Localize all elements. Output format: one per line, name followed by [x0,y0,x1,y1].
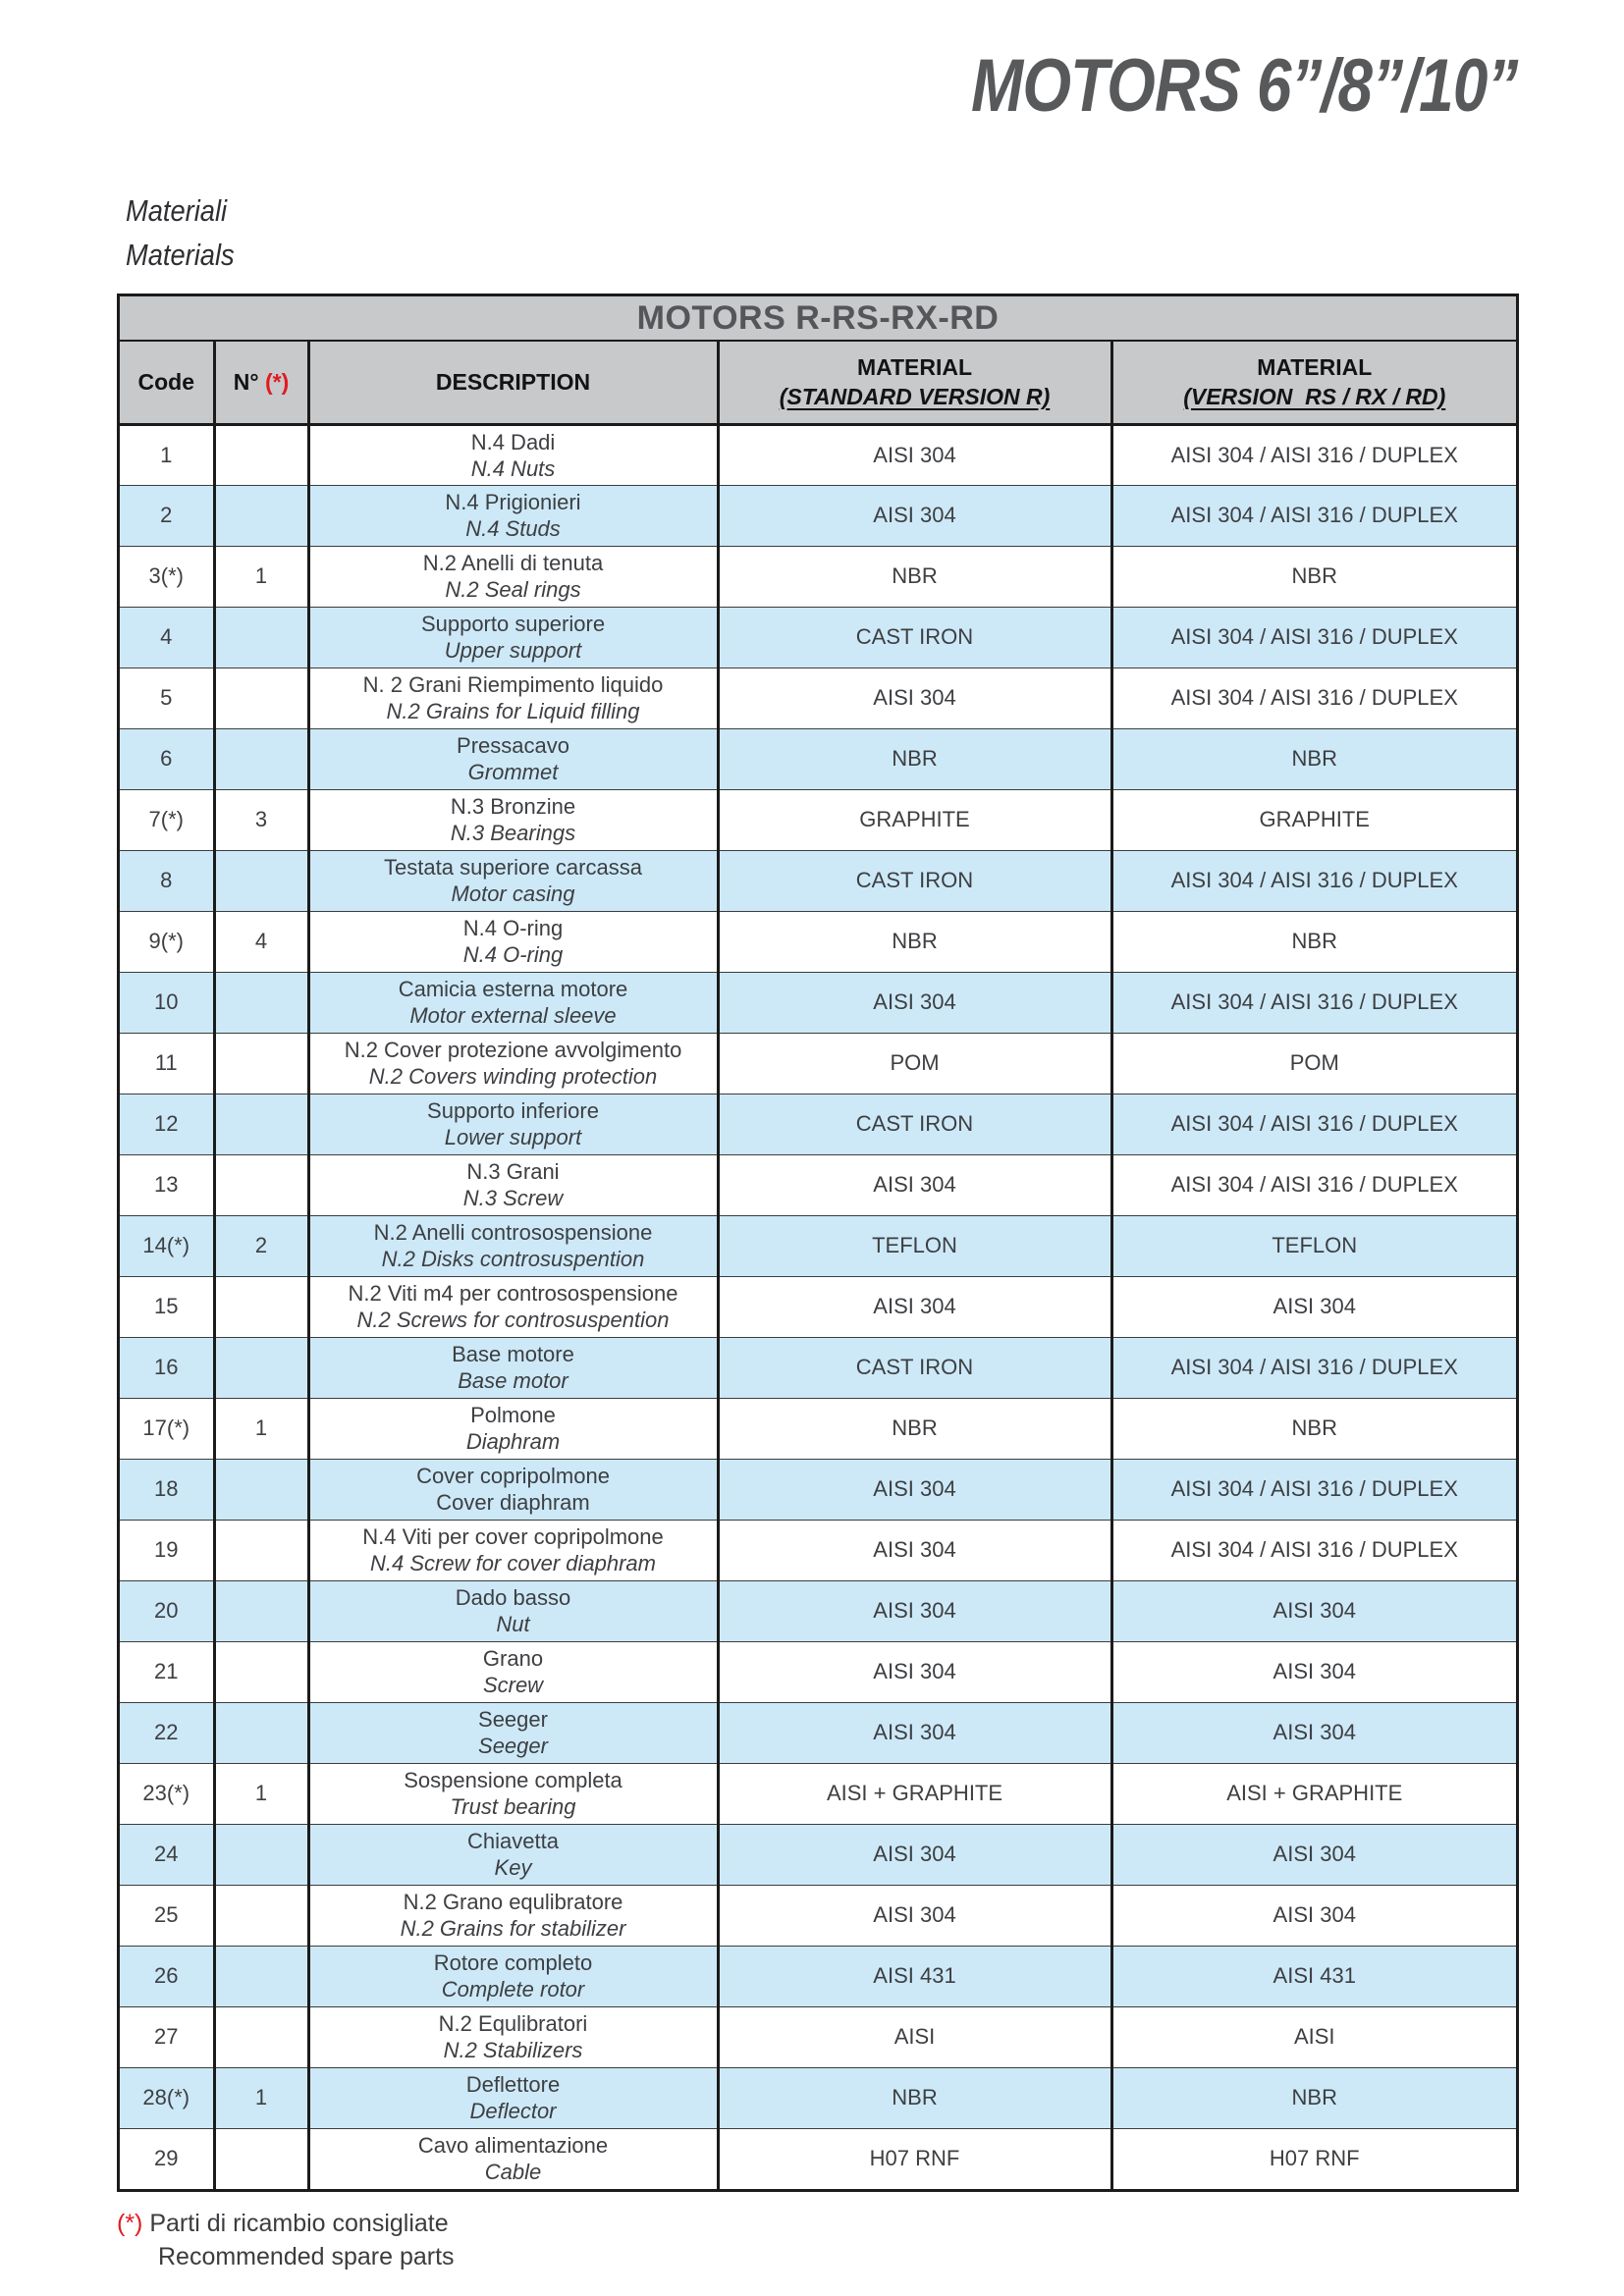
quantity-cell: 1 [214,2067,308,2128]
description-english: N.2 Covers winding protection [368,1064,658,1089]
description-cell [308,850,718,911]
material-versions-cell: AISI 304 / AISI 316 / DUPLEX [1111,485,1516,546]
description-italian: N.4 Viti per cover copripolmone [362,1524,664,1549]
quantity-cell: 1 [214,546,308,607]
quantity-cell: 1 [214,1763,308,1824]
quantity-cell [214,1580,308,1641]
material-versions-cell: AISI 304 / AISI 316 / DUPLEX [1111,424,1516,485]
material-versions-cell: NBR [1111,728,1516,789]
description-italian: Base motore [452,1342,574,1366]
description-italian: Dado basso [455,1585,571,1610]
material-standard-cell: AISI 431 [718,1946,1111,2006]
code-cell: 14(*) [120,1215,214,1276]
description-italian: N. 2 Grani Riempimento liquido [362,672,664,697]
material-standard-cell: POM [718,1033,1111,1094]
material-versions-cell: AISI 304 [1111,1885,1516,1946]
description-italian: N.2 Anelli di tenuta [422,551,604,575]
description-italian: Supporto inferiore [427,1098,599,1123]
material-standard-cell: AISI 304 [718,972,1111,1033]
description-italian: N.4 Dadi [470,429,556,454]
material-versions-cell: NBR [1111,546,1516,607]
material-standard-cell: CAST IRON [718,850,1111,911]
footnote [117,2207,455,2273]
material-versions-cell: AISI [1111,2006,1516,2067]
quantity-cell: 4 [214,911,308,972]
description-english: Motor external sleeve [409,1003,617,1028]
description-english: N.3 Bearings [450,821,576,845]
description-italian: N.2 Cover protezione avvolgimento [344,1038,682,1062]
description-cell [308,972,718,1033]
table-row [120,728,1516,789]
description-italian: Grano [482,1646,544,1671]
description-english: Cover diaphram [436,1490,590,1515]
code-cell: 21 [120,1641,214,1702]
material-standard-cell: AISI 304 [718,1580,1111,1641]
description-italian: N.2 Viti m4 per controsospensione [348,1281,678,1306]
description-cell [308,1033,718,1094]
table-body [120,424,1516,2189]
description-cell [308,485,718,546]
material-versions-cell: GRAPHITE [1111,789,1516,850]
quantity-cell [214,667,308,728]
header-material-versions: MATERIAL (VERSION RS / RX / RD) [1111,342,1516,424]
description-english: N.4 Studs [465,516,561,541]
description-english: Deflector [469,2099,557,2123]
quantity-cell [214,1094,308,1154]
quantity-cell [214,1459,308,1520]
code-cell: 2 [120,485,214,546]
description-english: N.2 Screws for controsuspention [356,1308,670,1332]
header-row [120,342,1516,424]
description-italian: N.2 Grano equlibratore [403,1890,623,1914]
code-cell: 23(*) [120,1763,214,1824]
description-english: Complete rotor [441,1977,585,2002]
quantity-cell [214,1154,308,1215]
code-cell: 22 [120,1702,214,1763]
description-italian: Pressacavo [457,733,569,758]
description-english: N.4 Nuts [470,455,556,481]
description-cell [308,1459,718,1520]
table-row [120,607,1516,667]
description-english: N.4 Screw for cover diaphram [370,1551,656,1575]
table-row [120,972,1516,1033]
material-versions-cell: AISI 304 / AISI 316 / DUPLEX [1111,1337,1516,1398]
description-italian: Sospensione completa [404,1768,623,1792]
table-row [120,1094,1516,1154]
description-italian: Testata superiore carcassa [384,855,642,880]
material-versions-cell: AISI 304 [1111,1702,1516,1763]
table-row [120,1885,1516,1946]
description-english: Base motor [458,1368,568,1393]
description-cell [308,1824,718,1885]
code-cell: 25 [120,1885,214,1946]
material-standard-cell: AISI 304 [718,1459,1111,1520]
description-english: Seeger [478,1734,548,1758]
description-italian: N.3 Grani [466,1159,560,1184]
description-italian: N.4 Prigionieri [445,490,581,514]
description-cell [308,2128,718,2189]
description-cell [308,1337,718,1398]
code-cell: 3(*) [120,546,214,607]
table-row [120,850,1516,911]
table-row [120,1824,1516,1885]
table-row [120,2067,1516,2128]
description-italian: N.2 Anelli controsospensione [373,1220,653,1245]
quantity-cell [214,1641,308,1702]
page-title: MOTORS 6”/8”/10” [971,44,1518,128]
table-row [120,1641,1516,1702]
description-english: Key [494,1855,532,1880]
material-standard-cell: TEFLON [718,1215,1111,1276]
description-cell [308,1946,718,2006]
description-cell [308,667,718,728]
description-english: N.2 Stabilizers [443,2038,583,2062]
quantity-cell [214,1824,308,1885]
material-standard-cell: AISI 304 [718,1885,1111,1946]
code-cell: 11 [120,1033,214,1094]
description-cell [308,1641,718,1702]
material-standard-cell: H07 RNF [718,2128,1111,2189]
material-standard-cell: AISI 304 [718,667,1111,728]
material-standard-cell: NBR [718,1398,1111,1459]
quantity-cell [214,1946,308,2006]
description-english: N.2 Grains for Liquid filling [386,699,640,723]
material-versions-cell: AISI 304 / AISI 316 / DUPLEX [1111,1154,1516,1215]
material-versions-cell: AISI 304 [1111,1580,1516,1641]
table-row [120,789,1516,850]
material-versions-cell: AISI 304 / AISI 316 / DUPLEX [1111,850,1516,911]
description-italian: Rotore completo [433,1950,593,1975]
table-band-title: MOTORS R-RS-RX-RD [120,296,1516,342]
material-standard-cell: AISI 304 [718,485,1111,546]
code-cell: 26 [120,1946,214,2006]
table-row [120,1154,1516,1215]
table-row [120,1702,1516,1763]
footnote-line-english: Recommended spare parts [158,2243,455,2270]
material-standard-cell: AISI [718,2006,1111,2067]
code-cell: 7(*) [120,789,214,850]
table-row [120,485,1516,546]
description-cell [308,2006,718,2067]
description-cell [308,546,718,607]
description-italian: Chiavetta [467,1829,559,1853]
description-english: N.3 Screw [462,1186,564,1210]
description-cell [308,1215,718,1276]
material-versions-cell: NBR [1111,911,1516,972]
material-standard-cell: CAST IRON [718,1337,1111,1398]
table-row [120,1276,1516,1337]
description-english: N.2 Disks controsuspention [381,1247,645,1271]
code-cell: 6 [120,728,214,789]
material-standard-cell: NBR [718,546,1111,607]
description-italian: N.4 O-ring [462,916,564,940]
description-cell [308,2067,718,2128]
description-english: N.2 Grains for stabilizer [400,1916,626,1941]
description-english: Grommet [467,760,559,784]
code-cell: 4 [120,607,214,667]
description-english: Diaphram [465,1429,561,1454]
code-cell: 20 [120,1580,214,1641]
quantity-cell [214,1033,308,1094]
quantity-cell [214,1337,308,1398]
code-cell: 13 [120,1154,214,1215]
material-versions-cell: AISI 304 / AISI 316 / DUPLEX [1111,1459,1516,1520]
description-italian: Polmone [470,1403,556,1427]
table-row [120,2128,1516,2189]
quantity-cell [214,728,308,789]
description-cell [308,1702,718,1763]
header-material-standard: MATERIAL (STANDARD VERSION R) [718,342,1111,424]
quantity-cell [214,1276,308,1337]
quantity-cell [214,972,308,1033]
code-cell: 18 [120,1459,214,1520]
description-cell [308,1520,718,1580]
description-english: N.2 Seal rings [445,577,581,602]
code-cell: 16 [120,1337,214,1398]
code-cell: 24 [120,1824,214,1885]
code-cell: 29 [120,2128,214,2189]
material-versions-cell: AISI + GRAPHITE [1111,1763,1516,1824]
description-cell [308,1154,718,1215]
subtitle-english: Materials [126,238,235,272]
table-row [120,667,1516,728]
code-cell: 17(*) [120,1398,214,1459]
quantity-cell [214,2128,308,2189]
quantity-cell [214,850,308,911]
table-row [120,1215,1516,1276]
code-cell: 12 [120,1094,214,1154]
material-standard-cell: NBR [718,2067,1111,2128]
description-english: N.4 O-ring [462,942,564,967]
table-row [120,1033,1516,1094]
material-versions-cell: AISI 304 / AISI 316 / DUPLEX [1111,667,1516,728]
description-cell [308,1398,718,1459]
description-english: Lower support [444,1125,582,1149]
code-cell: 28(*) [120,2067,214,2128]
description-english: Screw [482,1673,544,1697]
quantity-cell [214,607,308,667]
description-cell [308,789,718,850]
section-subtitle [126,188,235,277]
code-cell: 15 [120,1276,214,1337]
description-cell [308,607,718,667]
material-standard-cell: CAST IRON [718,607,1111,667]
subtitle-italian: Materiali [126,193,228,228]
material-versions-cell: AISI 304 / AISI 316 / DUPLEX [1111,1094,1516,1154]
material-standard-cell: AISI 304 [718,1702,1111,1763]
table-row [120,911,1516,972]
description-cell [308,911,718,972]
material-versions-cell: H07 RNF [1111,2128,1516,2189]
description-english: Motor casing [451,881,575,906]
quantity-cell [214,485,308,546]
table-row [120,1580,1516,1641]
code-cell: 5 [120,667,214,728]
material-versions-cell: AISI 304 / AISI 316 / DUPLEX [1111,1520,1516,1580]
materials-table [117,294,1519,2192]
material-versions-cell: AISI 304 [1111,1824,1516,1885]
quantity-cell [214,1520,308,1580]
description-english: Upper support [444,638,582,663]
footnote-line-italian: (*) Parti di ricambio consigliate [117,2210,449,2237]
description-cell [308,1885,718,1946]
material-standard-cell: AISI 304 [718,424,1111,485]
table-row [120,424,1516,485]
material-versions-cell: TEFLON [1111,1215,1516,1276]
table-row [120,1337,1516,1398]
material-standard-cell: AISI 304 [718,1520,1111,1580]
material-standard-cell: CAST IRON [718,1094,1111,1154]
description-english: Nut [496,1612,530,1636]
description-italian: Seeger [478,1707,548,1732]
description-italian: Supporto superiore [420,612,606,636]
quantity-cell: 3 [214,789,308,850]
description-italian: Deflettore [465,2072,561,2097]
table-row [120,1398,1516,1459]
material-standard-cell: AISI 304 [718,1154,1111,1215]
quantity-cell: 2 [214,1215,308,1276]
description-italian: N.2 Equlibratori [438,2011,588,2036]
description-cell [308,1763,718,1824]
material-versions-cell: POM [1111,1033,1516,1094]
code-cell: 19 [120,1520,214,1580]
quantity-cell [214,424,308,485]
material-versions-cell: AISI 304 / AISI 316 / DUPLEX [1111,972,1516,1033]
quantity-cell [214,2006,308,2067]
code-cell: 10 [120,972,214,1033]
description-english: Trust bearing [450,1794,576,1819]
code-cell: 9(*) [120,911,214,972]
description-italian: Cover copripolmone [416,1464,610,1488]
quantity-cell [214,1702,308,1763]
code-cell: 1 [160,442,173,467]
material-standard-cell: NBR [718,911,1111,972]
header-n-star: (*) [264,369,290,396]
material-versions-cell: AISI 304 [1111,1641,1516,1702]
footnote-star: (*) [117,2210,143,2237]
header-description: DESCRIPTION [308,342,718,424]
material-standard-cell: GRAPHITE [718,789,1111,850]
material-standard-cell: AISI 304 [718,1641,1111,1702]
description-italian: Camicia esterna motore [398,977,628,1001]
table-row [120,1763,1516,1824]
description-cell [308,1094,718,1154]
description-english: Cable [484,2160,542,2185]
description-cell [308,1276,718,1337]
table-row [120,1946,1516,2006]
material-standard-cell: AISI + GRAPHITE [718,1763,1111,1824]
table-row [120,2006,1516,2067]
header-code: Code [120,342,214,424]
quantity-cell: 1 [214,1398,308,1459]
table-row [120,1520,1516,1580]
code-cell: 27 [120,2006,214,2067]
table-row [120,546,1516,607]
description-italian: Cavo alimentazione [417,2133,609,2159]
material-versions-cell: AISI 304 [1111,1276,1516,1337]
material-versions-cell: NBR [1111,2067,1516,2128]
code-cell: 8 [120,850,214,911]
material-standard-cell: AISI 304 [718,1276,1111,1337]
material-standard-cell: NBR [718,728,1111,789]
description-cell [308,1580,718,1641]
material-versions-cell: AISI 431 [1111,1946,1516,2006]
quantity-cell [214,1885,308,1946]
description-cell [308,424,718,485]
header-n: N° (*) [214,342,308,424]
material-versions-cell: NBR [1111,1398,1516,1459]
material-standard-cell: AISI 304 [718,1824,1111,1885]
material-versions-cell: AISI 304 / AISI 316 / DUPLEX [1111,607,1516,667]
table-row [120,1459,1516,1520]
materials-grid [120,342,1516,2189]
description-italian: N.3 Bronzine [450,794,576,819]
description-cell [308,728,718,789]
